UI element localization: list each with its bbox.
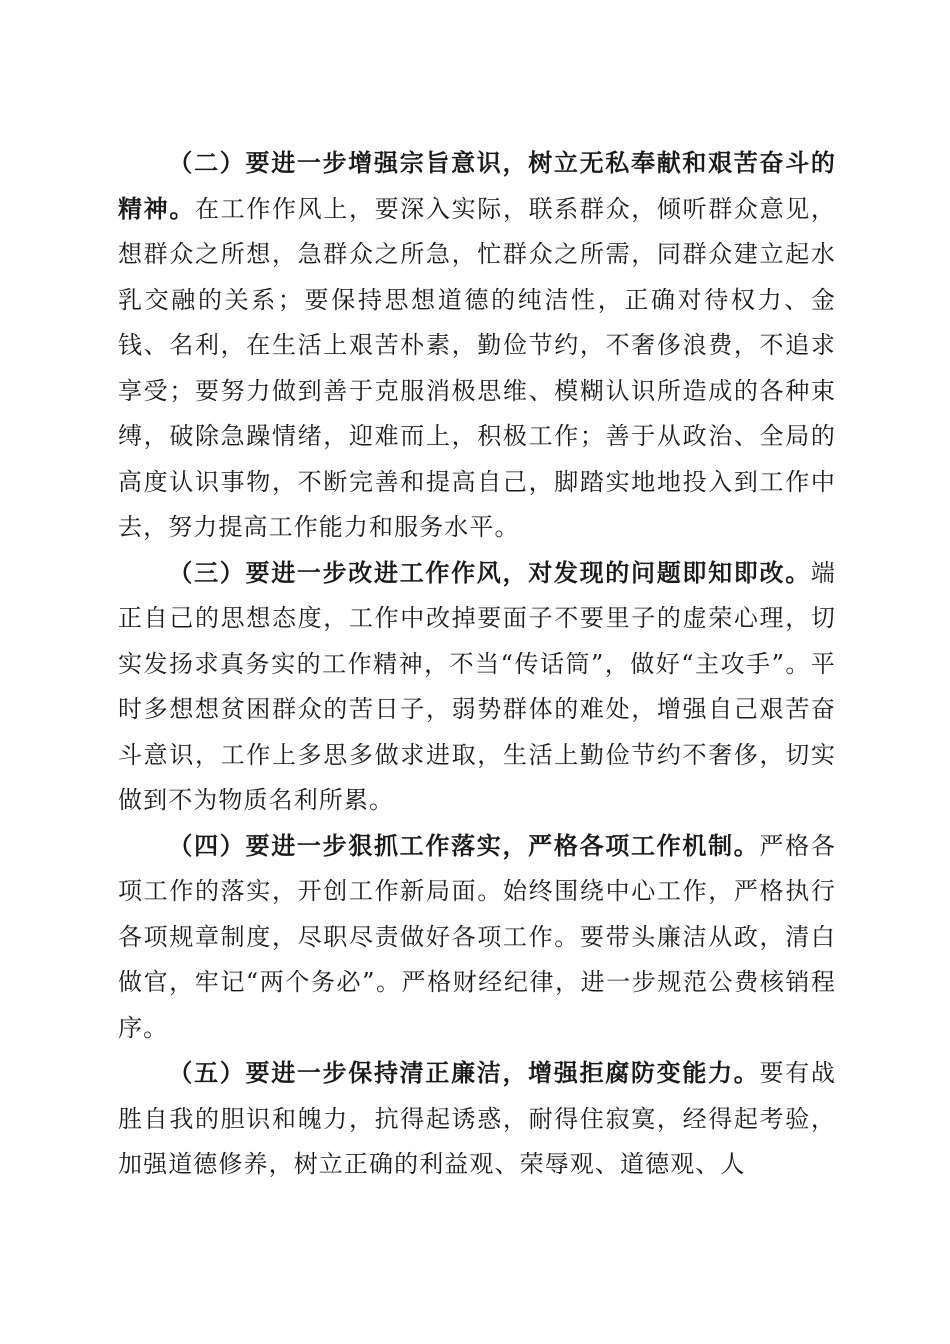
paragraph-5-heading: （五）要进一步保持清正廉洁，增强拒腐防变能力。 [168,1059,760,1087]
paragraph-3 [118,551,836,824]
paragraph-4 [118,824,836,1052]
paragraph-2-body: 在工作作风上，要深入实际，联系群众，倾听群众意见，想群众之所想，急群众之所急，忙群众之所需，同群众建立起水乳交融的关系；要保持思想道德的纯洁性，正确对待权力、金钱、名利，在生活上艰苦朴素，勤俭节约，不奢侈浪费，不追求享受；要努力做到善于克服消极思维、模糊认识所造成的各种束缚，破除急躁情绪，迎难而上，积极工作；善于从政治、全局的高度认识事物，不断完善和提高自己，脚踏实地地投入到工作中去，努力提高工作能力和服务水平。 [118,194,836,541]
paragraph-5-body: 要有战胜自我的胆识和魄力，抗得起诱惑，耐得住寂寞，经得起考验，加强道德修养，树立正确的利益观、荣辱观、道德观、人 [118,1059,836,1178]
document-body [118,141,836,1188]
paragraph-4-body: 严格各项工作的落实，开创工作新局面。始终围绕中心工作，严格执行各项规章制度，尽职尽责做好各项工作。要带头廉洁从政，清白做官，牢记“两个务必”。严格财经纪律，进一步规范公费核销程序。 [118,831,836,1042]
paragraph-2-heading: （二）要进一步增强宗旨意识，树立无私奉献和艰苦奋斗的精神。 [118,149,836,223]
paragraph-3-body: 端正自己的思想态度，工作中改掉要面子不要里子的虚荣心理，切实发扬求真务实的工作精神，不当“传话筒”，做好“主攻手”。平时多想想贫困群众的苦日子，弱势群体的难处，增强自己艰苦奋斗意识，工作上多思多做求进取，生活上勤俭节约不奢侈，切实做到不为物质名利所累。 [118,558,836,814]
paragraph-3-heading: （三）要进一步改进工作作风，对发现的问题即知即改。 [168,558,811,587]
paragraph-4-heading: （四）要进一步狠抓工作落实，严格各项工作机制。 [168,831,760,860]
paragraph-2 [118,141,836,551]
paragraph-5 [118,1051,836,1188]
